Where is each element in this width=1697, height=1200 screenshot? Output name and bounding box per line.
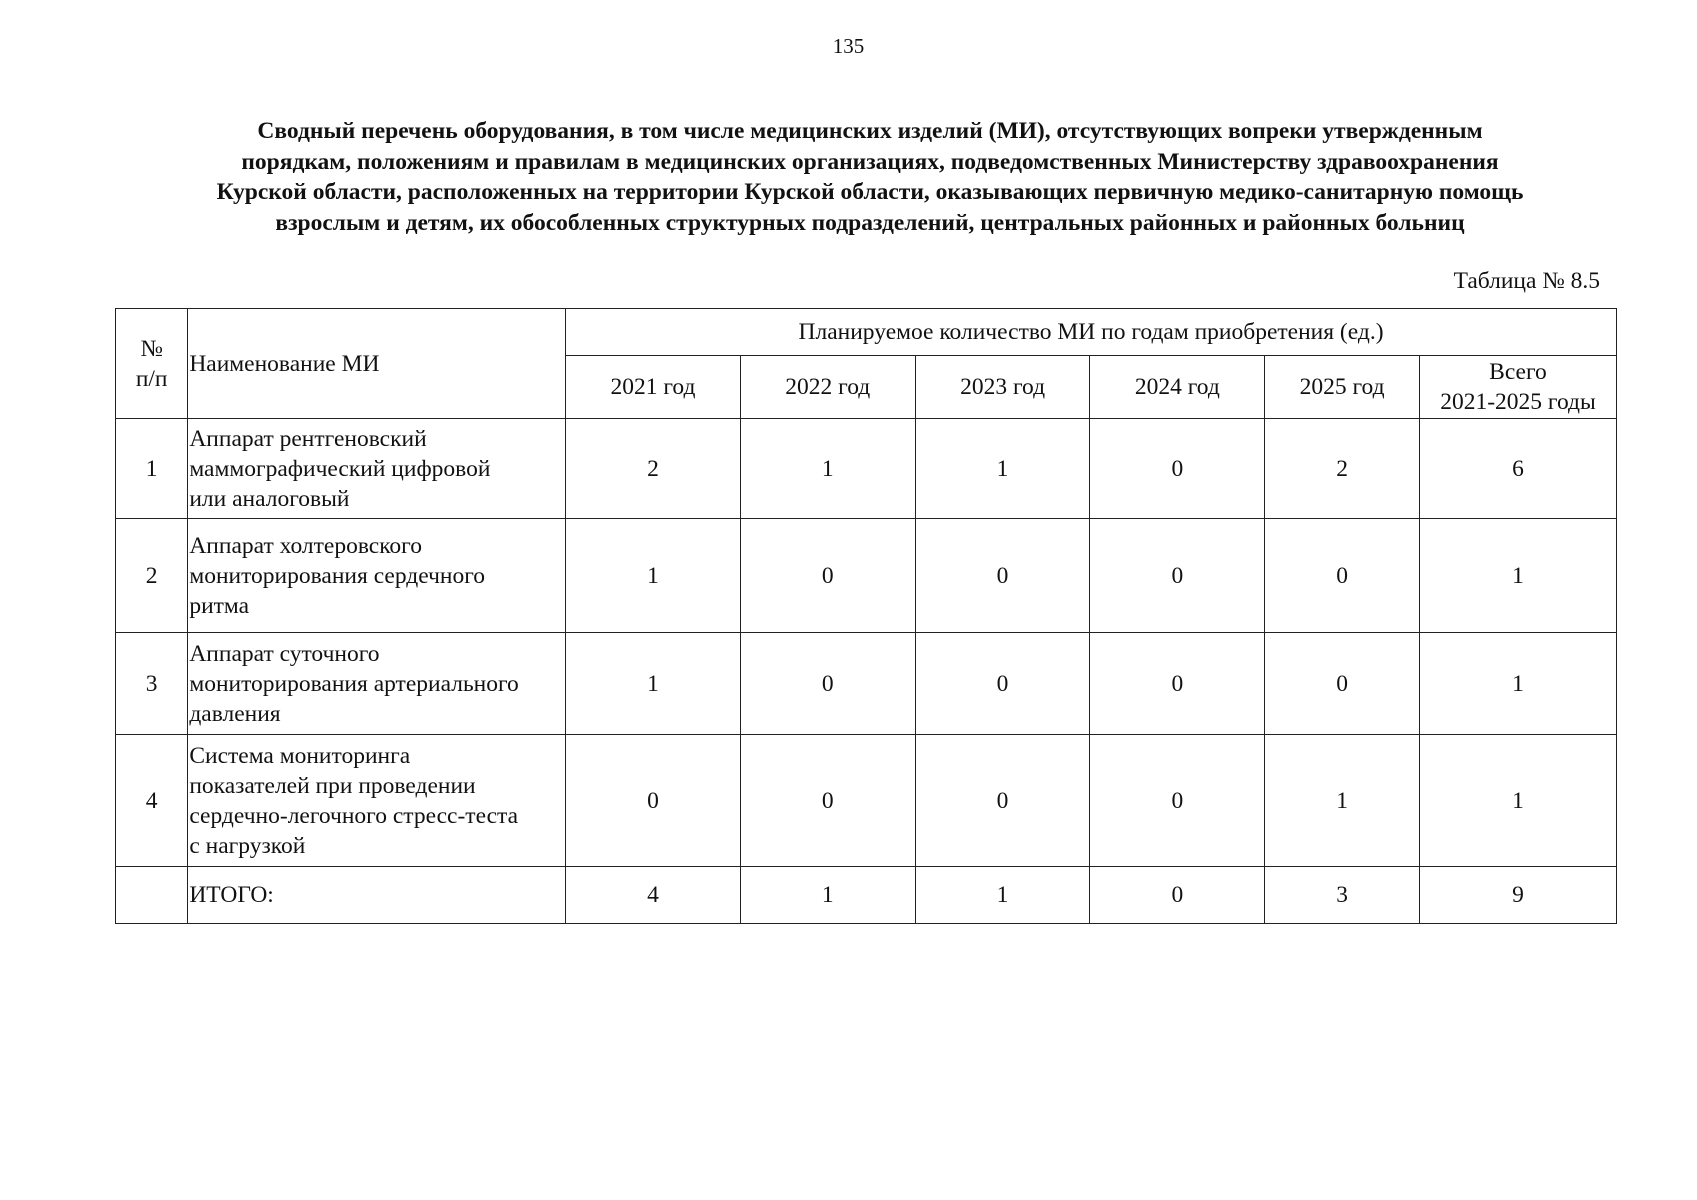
item-name-line: ритма: [189, 592, 250, 619]
header-year-2023: 2023 год: [915, 356, 1090, 419]
value-2023: 0: [915, 735, 1090, 867]
value-2025: 0: [1265, 519, 1420, 633]
header-year-2024: 2024 год: [1090, 356, 1265, 419]
value-2024: 0: [1090, 735, 1265, 867]
row-number: 2: [116, 519, 188, 633]
total-label: ИТОГО:: [188, 867, 566, 924]
item-name-line: показателей при проведении: [189, 772, 476, 799]
total-2022: 1: [740, 867, 915, 924]
header-year-2021: 2021 год: [566, 356, 741, 419]
row-number: 4: [116, 735, 188, 867]
value-total: 1: [1419, 735, 1616, 867]
value-total: 6: [1419, 419, 1616, 519]
row-number: 3: [116, 633, 188, 735]
title-line: взрослым и детям, их обособленных структурных подразделений, центральных районных и районных больниц: [275, 209, 1465, 236]
document-title: [110, 116, 1630, 238]
item-name-line: маммографический цифровой: [189, 455, 491, 482]
total-2025: 3: [1265, 867, 1420, 924]
value-2024: 0: [1090, 633, 1265, 735]
total-all: 9: [1419, 867, 1616, 924]
header-year-2022: 2022 год: [740, 356, 915, 419]
item-name-line: Аппарат холтеровского: [189, 532, 422, 559]
table-header-row: [116, 309, 1617, 356]
title-line: Курской области, расположенных на территории Курской области, оказывающих первичную медико-санитарную помощь: [216, 179, 1524, 205]
value-2024: 0: [1090, 519, 1265, 633]
value-2023: 0: [915, 519, 1090, 633]
item-name: [188, 519, 566, 633]
item-name-line: Аппарат суточного: [189, 640, 380, 667]
item-name-line: с нагрузкой: [189, 832, 306, 859]
total-row-number: [116, 867, 188, 924]
total-2024: 0: [1090, 867, 1265, 924]
item-name-line: Система мониторинга: [189, 742, 411, 769]
table-row: [116, 419, 1617, 519]
value-2025: 2: [1265, 419, 1420, 519]
value-2025: 0: [1265, 633, 1420, 735]
item-name: [188, 633, 566, 735]
value-2023: 0: [915, 633, 1090, 735]
header-planned-group: Планируемое количество МИ по годам приобретения (ед.): [566, 309, 1617, 356]
value-2022: 1: [740, 419, 915, 519]
title-line: Сводный перечень оборудования, в том числе медицинских изделий (МИ), отсутствующих вопреки утвержденным: [257, 118, 1483, 144]
row-number: 1: [116, 419, 188, 519]
value-2023: 1: [915, 419, 1090, 519]
item-name-line: мониторирования сердечного: [189, 562, 486, 589]
header-total-label: Всего: [1489, 359, 1547, 385]
value-2022: 0: [740, 735, 915, 867]
header-name: Наименование МИ: [188, 309, 566, 419]
header-number: [116, 309, 188, 419]
value-2021: 2: [566, 419, 741, 519]
page-number: 135: [832, 34, 865, 58]
value-2024: 0: [1090, 419, 1265, 519]
total-2021: 4: [566, 867, 741, 924]
total-2023: 1: [915, 867, 1090, 924]
header-total: [1419, 356, 1616, 419]
item-name: [188, 419, 566, 519]
item-name-line: или аналоговый: [189, 485, 350, 512]
header-number-symbol: №: [140, 335, 163, 362]
value-2021: 1: [566, 519, 741, 633]
value-total: 1: [1419, 519, 1616, 633]
value-2022: 0: [740, 519, 915, 633]
table-row: [116, 633, 1617, 735]
item-name-line: мониторирования артериального: [189, 670, 519, 697]
item-name-line: сердечно-легочного стресс-теста: [189, 802, 519, 829]
item-name: [188, 735, 566, 867]
value-2021: 0: [566, 735, 741, 867]
value-2025: 1: [1265, 735, 1420, 867]
value-2022: 0: [740, 633, 915, 735]
total-row: [116, 867, 1617, 924]
equipment-table: [115, 308, 1617, 924]
table-caption: Таблица № 8.5: [1453, 268, 1600, 294]
table-row: [116, 519, 1617, 633]
header-year-2025: 2025 год: [1265, 356, 1420, 419]
header-number-abbr: п/п: [135, 365, 168, 392]
table-row: [116, 735, 1617, 867]
item-name-line: Аппарат рентгеновский: [189, 425, 427, 452]
value-2021: 1: [566, 633, 741, 735]
header-total-range: 2021-2025 годы: [1440, 389, 1596, 415]
title-line: порядкам, положениям и правилам в медицинских организациях, подведомственных Министерству здравоохранения: [241, 148, 1499, 175]
item-name-line: давления: [189, 700, 281, 727]
value-total: 1: [1419, 633, 1616, 735]
